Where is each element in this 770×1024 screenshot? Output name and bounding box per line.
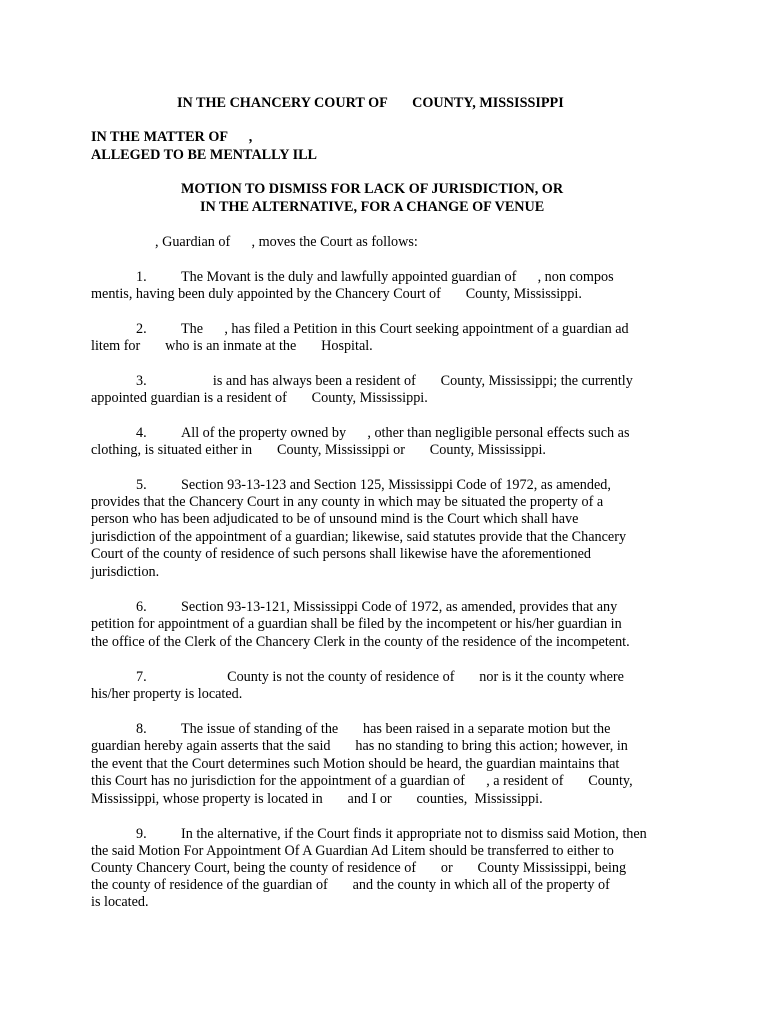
paragraph-line: person who has been adjudicated to be of unsound mind is the Court which shall have (91, 511, 579, 527)
paragraph-number: 8. (136, 721, 147, 737)
paragraph-number: 9. (136, 826, 147, 842)
paragraph-line: appointed guardian is a resident of County, Mississippi. (91, 390, 428, 406)
paragraph-first-line: The , has filed a Petition in this Court seeking appointment of a guardian ad (181, 321, 629, 337)
paragraph-line: provides that the Chancery Court in any county in which may be situated the property of a (91, 494, 604, 510)
paragraph-line: guardian hereby again asserts that the said has no standing to bring this action; however, in (91, 738, 628, 754)
paragraph-line: County Chancery Court, being the county of residence of or County Mississippi, being (91, 860, 627, 876)
paragraph-first-line: Section 93-13-123 and Section 125, Mississippi Code of 1972, as amended, (181, 477, 611, 493)
paragraph-line: the county of residence of the guardian of and the county in which all of the property of (91, 877, 610, 893)
paragraph-first-line: County is not the county of residence of nor is it the county where (181, 669, 624, 685)
paragraph-line: jurisdiction. (91, 564, 160, 580)
paragraph-line: litem for who is an inmate at the Hospital. (91, 338, 373, 354)
paragraph-number: 5. (136, 477, 147, 493)
paragraph-number: 3. (136, 373, 147, 389)
paragraph-line: his/her property is located. (91, 686, 243, 702)
paragraph-number: 6. (136, 599, 147, 615)
paragraph-line: Mississippi, whose property is located in and I or counties, Mississippi. (91, 791, 543, 807)
paragraph-line: the said Motion For Appointment Of A Guardian Ad Litem should be transferred to either to (91, 843, 614, 859)
paragraph-line: clothing, is situated either in County, Mississippi or County, Mississippi. (91, 442, 546, 458)
paragraph-first-line: The Movant is the duly and lawfully appointed guardian of , non compos (181, 269, 614, 285)
paragraph-first-line: The issue of standing of the has been raised in a separate motion but the (181, 721, 611, 737)
paragraph-line: is located. (91, 894, 149, 910)
intro-line: , Guardian of , moves the Court as follows: (155, 234, 418, 250)
motion-title-line-1: MOTION TO DISMISS FOR LACK OF JURISDICTION, OR (181, 181, 564, 197)
paragraph-first-line: All of the property owned by , other than negligible personal effects such as (181, 425, 630, 441)
paragraph-line: jurisdiction of the appointment of a guardian; likewise, said statutes provide that the Chancery (91, 529, 627, 545)
motion-title-line-2: IN THE ALTERNATIVE, FOR A CHANGE OF VENUE (200, 199, 545, 215)
paragraph-number: 2. (136, 321, 147, 337)
paragraph-line: Court of the county of residence of such persons shall likewise have the aforementioned (91, 546, 591, 562)
paragraph-first-line: In the alternative, if the Court finds it appropriate not to dismiss said Motion, then (181, 826, 647, 842)
paragraph-line: the office of the Clerk of the Chancery Clerk in the county of the residence of the incompetent. (91, 634, 630, 650)
matter-line-2: ALLEGED TO BE MENTALLY ILL (91, 147, 318, 163)
paragraph-line: petition for appointment of a guardian shall be filed by the incompetent or his/her guardian in (91, 616, 622, 632)
paragraph-first-line: is and has always been a resident of County, Mississippi; the currently (181, 373, 633, 389)
paragraph-line: mentis, having been duly appointed by the Chancery Court of County, Mississippi. (91, 286, 582, 302)
paragraph-number: 7. (136, 669, 147, 685)
paragraph-first-line: Section 93-13-121, Mississippi Code of 1972, as amended, provides that any (181, 599, 618, 615)
matter-line-1: IN THE MATTER OF , (91, 129, 253, 145)
court-heading: IN THE CHANCERY COURT OF COUNTY, MISSISSIPPI (177, 95, 564, 111)
paragraph-number: 4. (136, 425, 147, 441)
paragraph-number: 1. (136, 269, 147, 285)
paragraph-line: this Court has no jurisdiction for the appointment of a guardian of , a resident of County, (91, 773, 633, 789)
paragraph-line: the event that the Court determines such Motion should be heard, the guardian maintains that (91, 756, 620, 772)
